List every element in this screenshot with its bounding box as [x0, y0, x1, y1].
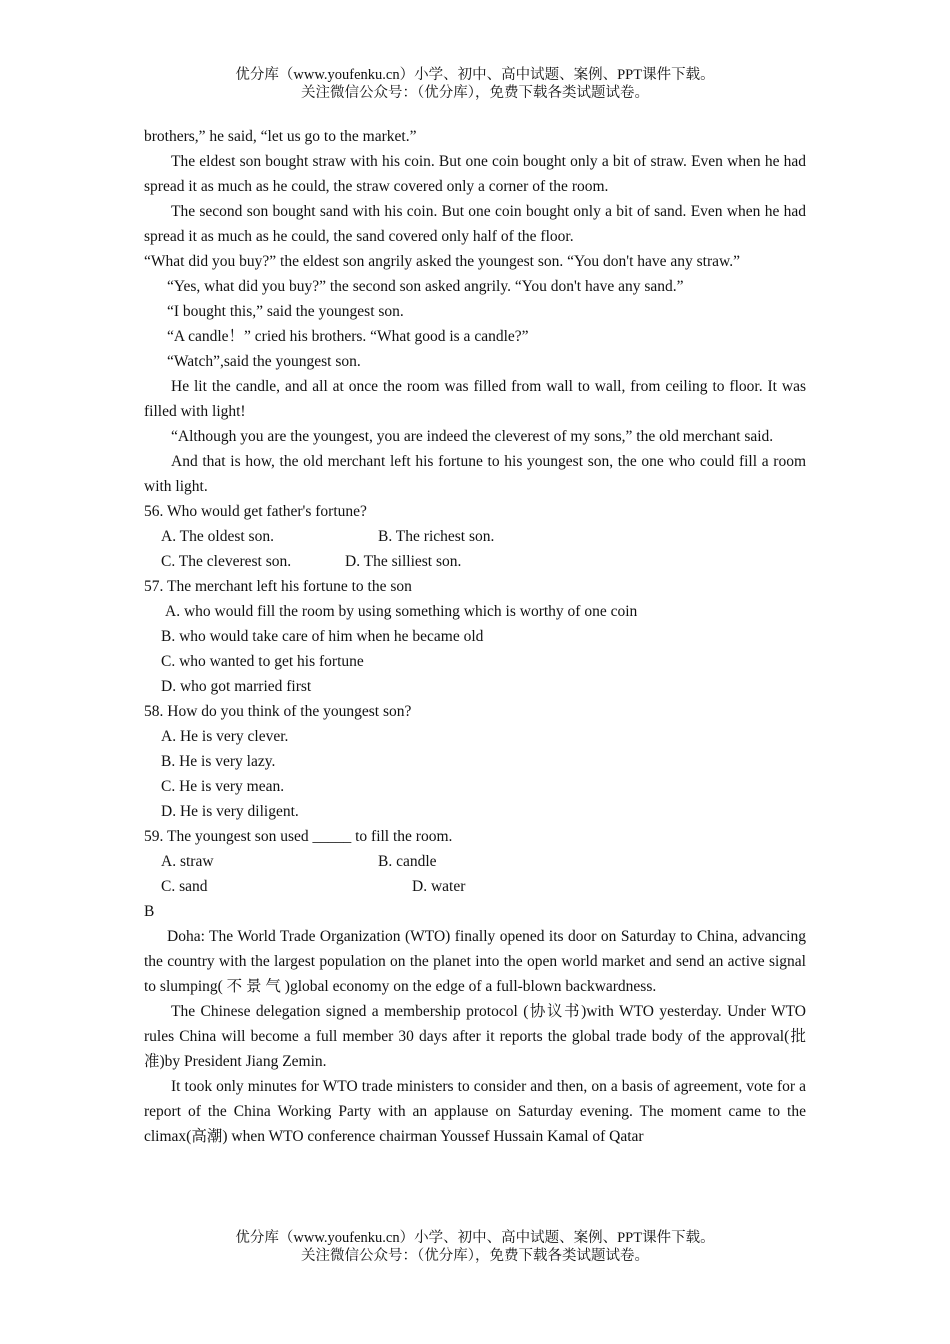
passage-b-label: B — [144, 903, 155, 920]
question-59-option-b: B. candle — [378, 853, 437, 870]
passage-a-paragraph: He lit the candle, and all at once the room was filled from wall to wall, from ceiling to floor. It was filled with light! — [144, 378, 806, 420]
header-line-1: 优分库（www.youfenku.cn）小学、初中、高中试题、案例、PPT课件下载。 — [235, 67, 715, 83]
passage-a-paragraph: “Yes, what did you buy?” the second son asked angrily. “You don't have any sand.” — [167, 278, 684, 295]
question-58-option-a: A. He is very clever. — [161, 728, 289, 745]
page-footer — [0, 1229, 950, 1265]
page-header — [0, 66, 950, 102]
question-58-option-c: C. He is very mean. — [161, 778, 285, 795]
question-57-stem: 57. The merchant left his fortune to the son — [144, 578, 412, 595]
question-56-option-c: C. The cleverest son. — [161, 553, 292, 570]
question-58-stem: 58. How do you think of the youngest son? — [144, 703, 412, 720]
document-body — [144, 124, 806, 1149]
passage-b-paragraph: Doha: The World Trade Organization (WTO) finally opened its door on Saturday to China, advancing the country with the largest population on the planet into the open world market and send an active signal to slumping( 不 景 气 )global economy on the edge of a full-blown backwardness. — [144, 928, 806, 995]
question-56-option-a: A. The oldest son. — [161, 528, 274, 545]
question-56-options-row-2 — [144, 549, 806, 574]
passage-a-paragraph: The eldest son bought straw with his coin. But one coin bought only a bit of straw. Even when he had spread it as much as he could, the straw covered only a corner of the room. — [144, 153, 806, 195]
question-57-option-b: B. who would take care of him when he became old — [161, 628, 484, 645]
passage-a-paragraph: “I bought this,” said the youngest son. — [167, 303, 404, 320]
footer-line-2: 关注微信公众号：（优分库），免费下载各类试题试卷。 — [301, 1248, 649, 1264]
header-line-2: 关注微信公众号：（优分库），免费下载各类试题试卷。 — [301, 85, 649, 101]
passage-b-paragraph: The Chinese delegation signed a membership protocol (协议书)with WTO yesterday. Under WTO rules China will become a full member 30 days after it reports the global trade body of the approval(批准)by President Jiang Zemin. — [144, 1003, 806, 1070]
question-58-option-b: B. He is very lazy. — [161, 753, 276, 770]
question-59-option-d: D. water — [412, 878, 466, 895]
question-57-option-a: A. who would fill the room by using something which is worthy of one coin — [165, 603, 638, 620]
footer-line-1: 优分库（www.youfenku.cn）小学、初中、高中试题、案例、PPT课件下载。 — [235, 1230, 715, 1246]
question-58-option-d: D. He is very diligent. — [161, 803, 299, 820]
question-56-options-row-1 — [144, 524, 806, 549]
question-59-option-c: C. sand — [161, 878, 208, 895]
question-59-option-a: A. straw — [161, 853, 214, 870]
question-59-options-row-2 — [144, 874, 806, 899]
passage-a-paragraph: “What did you buy?” the eldest son angrily asked the youngest son. “You don't have any straw.” — [144, 253, 740, 270]
passage-a-paragraph: “Although you are the youngest, you are indeed the cleverest of my sons,” the old merchant said. — [171, 428, 774, 445]
question-57-option-c: C. who wanted to get his fortune — [161, 653, 364, 670]
question-59-options-row-1 — [144, 849, 806, 874]
question-56-stem: 56. Who would get father's fortune? — [144, 503, 367, 520]
passage-a-paragraph: “A candle！” cried his brothers. “What good is a candle?” — [167, 328, 529, 345]
question-57-option-d: D. who got married first — [161, 678, 312, 695]
question-56-option-b: B. The richest son. — [378, 528, 495, 545]
passage-b-paragraph: It took only minutes for WTO trade ministers to consider and then, on a basis of agreement, vote for a report of the China Working Party with an applause on Saturday evening. The moment came to the climax(高潮) when WTO conference chairman Youssef Hussain Kamal of Qatar — [144, 1078, 806, 1145]
passage-a-paragraph: And that is how, the old merchant left his fortune to his youngest son, the one who could fill a room with light. — [144, 453, 806, 495]
question-56-option-d: D. The silliest son. — [345, 553, 462, 570]
passage-a-paragraph: The second son bought sand with his coin. But one coin bought only a bit of sand. Even when he had spread it as much as he could, the sand covered only half of the floor. — [144, 203, 806, 245]
passage-a-paragraph: brothers,” he said, “let us go to the market.” — [144, 128, 417, 145]
passage-a-paragraph: “Watch”,said the youngest son. — [167, 353, 361, 370]
question-59-stem: 59. The youngest son used _____ to fill the room. — [144, 828, 453, 845]
